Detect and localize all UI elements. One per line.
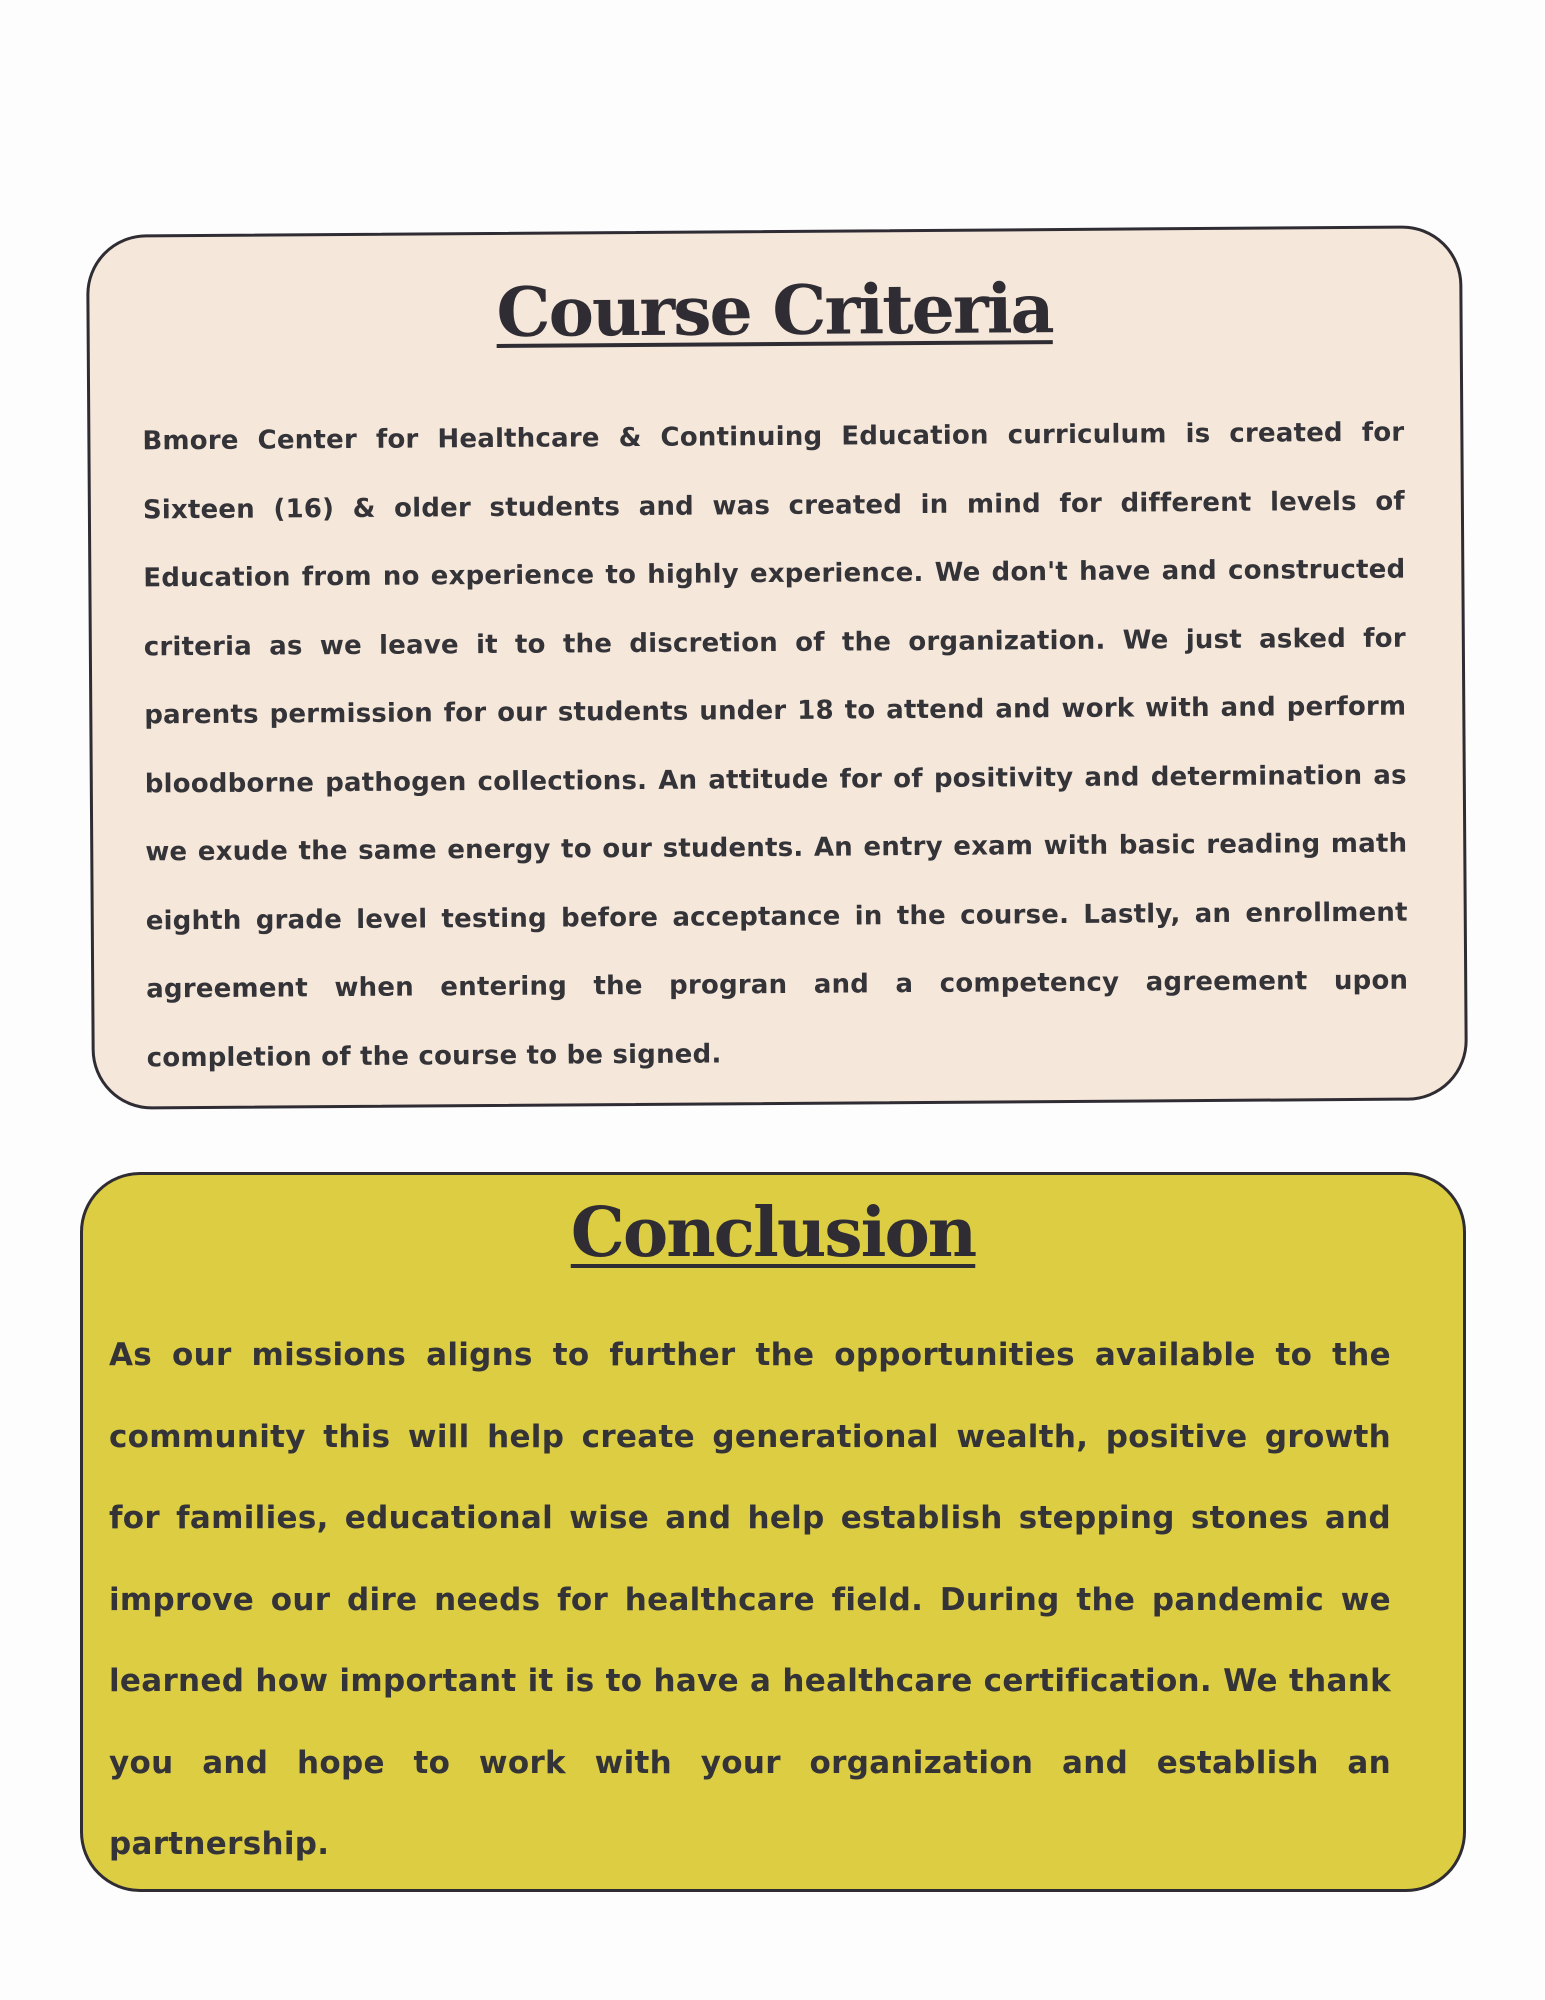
conclusion-card (80, 1172, 1466, 1892)
conclusion-title: Conclusion (570, 1193, 976, 1273)
course-criteria-body: Bmore Center for Healthcare & Continuing Education curriculum is created for Sixteen (16) & older students and was created in mind for different levels of Education from no experience to highly experience. We don't have and constructed criteria as we leave it to the discretion of the organization. We just asked for parents permission for our students under 18 to attend and work with and perform bloodborne pathogen collections. An attitude for of positivity and determination as we exude the same energy to our students. An entry exam with basic reading math eighth grade level testing before acceptance in the course. Lastly, an enrollment agreement when entering the progran and a competency agreement upon completion of the course to be signed. (142, 417, 1409, 1073)
course-criteria-card (86, 225, 1468, 1110)
course-criteria-title: Course Criteria (496, 269, 1053, 353)
conclusion-body: As our missions aligns to further the opportunities available to the community this will help create generational wealth, positive growth for families, educational wise and help establish stepping stones and improve our dire needs for healthcare field. During the pandemic we learned how important it is to have a healthcare certification. We thank you and hope to work with your organization and establish an partnership. (109, 1337, 1391, 1862)
